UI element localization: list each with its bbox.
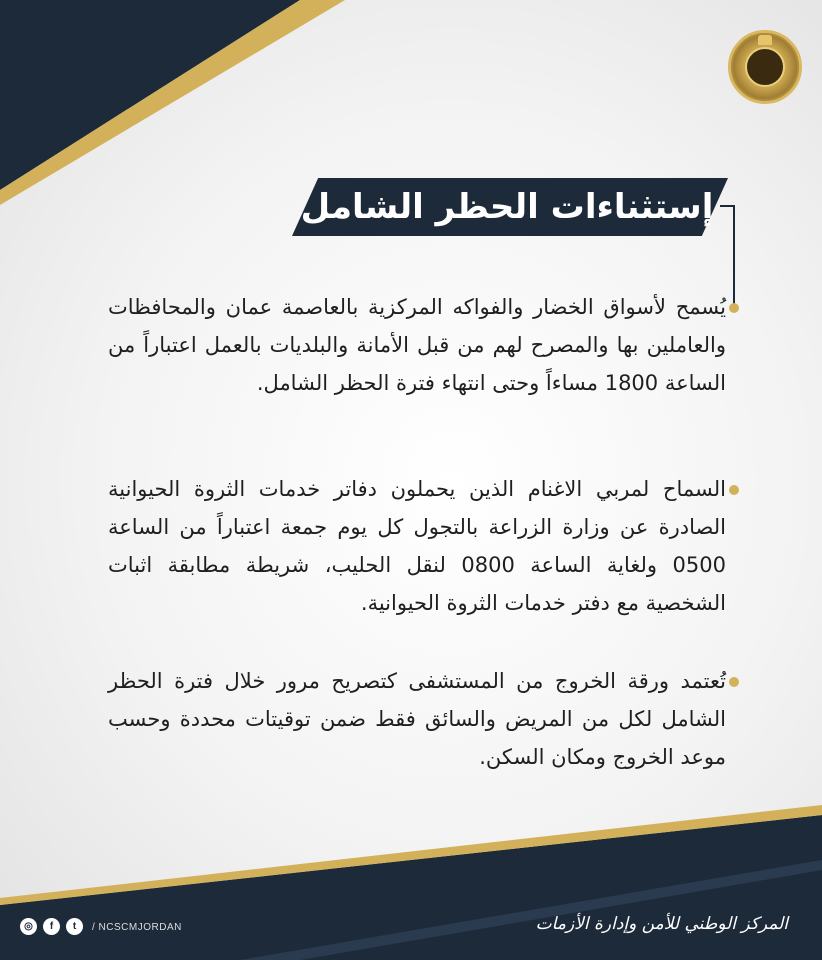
crown-icon xyxy=(758,35,772,45)
emblem-icon xyxy=(745,47,785,87)
bullet-dot-3 xyxy=(729,677,739,687)
bullet-dot-2 xyxy=(729,485,739,495)
bullet-text-1: يُسمح لأسواق الخضار والفواكه المركزية بالعاصمة عمان والمحافظات والعاملين بها والمصرح لهم من قبل الأمانة والبلديات بالعمل اعتباراً من الساعة 1800 مساءاً وحتى انتهاء فترة الحظر الشامل. xyxy=(108,295,726,395)
facebook-icon[interactable]: f xyxy=(43,918,60,935)
title-connector-stub xyxy=(720,205,734,207)
crisis-center-logo xyxy=(728,30,802,104)
page-title: إستثناءات الحظر الشامل xyxy=(300,187,714,227)
social-handle: / NCSCMJORDAN xyxy=(92,922,182,933)
twitter-icon[interactable]: t xyxy=(66,918,83,935)
footer-signature: المركز الوطني للأمن وإدارة الأزمات xyxy=(535,914,788,934)
bullet-text-3: تُعتمد ورقة الخروج من المستشفى كتصريح مرور خلال فترة الحظر الشامل لكل من المريض والسائق فقط ضمن توقيتات محددة وحسب موعد الخروج ومكان السكن. xyxy=(108,669,726,769)
bullet-dot-1 xyxy=(729,303,739,313)
instagram-icon[interactable]: ◎ xyxy=(20,918,37,935)
title-connector-line xyxy=(733,205,735,305)
bullet-text-2: السماح لمربي الاغنام الذين يحملون دفاتر خدمات الثروة الحيوانية الصادرة عن وزارة الزراعة بالتجول كل يوم جمعة اعتباراً من الساعة 0500 ولغاية الساعة 0800 لنقل الحليب، شريطة مطابقة اثبات الشخصية مع دفتر خدمات الثروة الحيوانية. xyxy=(108,477,726,615)
